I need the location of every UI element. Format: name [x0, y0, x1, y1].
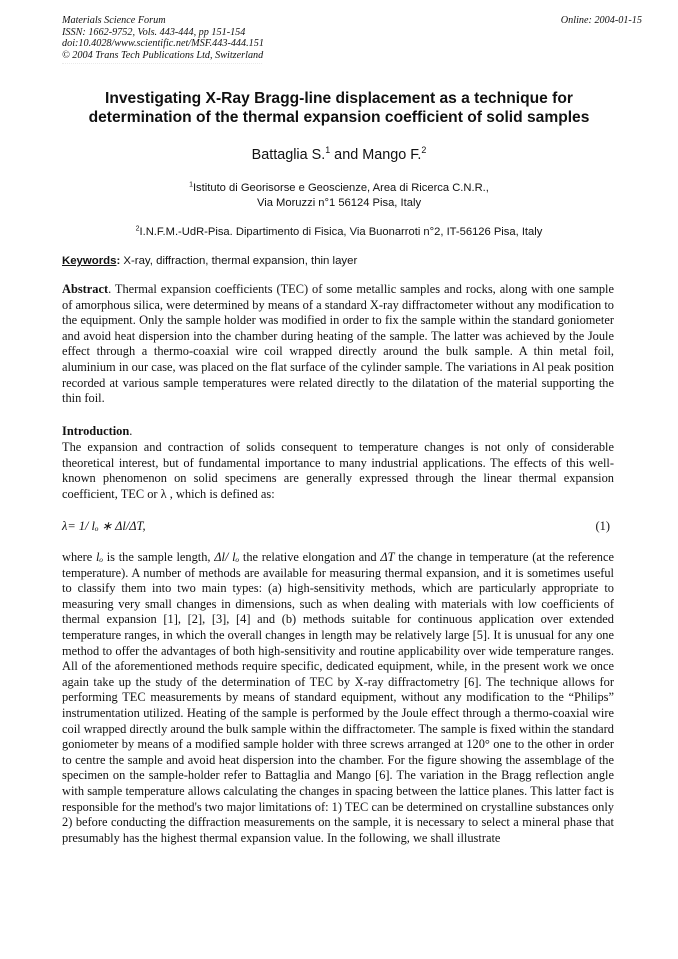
keywords-colon: :: [116, 255, 121, 267]
faint-watermark-line: [62, 63, 262, 67]
symbol-delta-t: ΔT: [380, 550, 395, 564]
copyright-line: © 2004 Trans Tech Publications Ltd, Switzerland: [62, 49, 264, 61]
author-1: Battaglia S.: [251, 147, 326, 163]
authors: [0, 146, 678, 164]
affiliation-1-line-2: Via Moruzzi n°1 56124 Pisa, Italy: [256, 196, 422, 209]
para2-text-d: the change in temperature (at the reference temperature). A number of methods are available for measuring thermal expansion, and it is sometimes useful to classify them into two main types: (a) high-sensitivity methods, which are particularly appropriate to measuring very small changes in dimensions, such as when dealing with materials with low coefficients of thermal expansion [1], [2], [3], [4] and (b) methods suitable for continuous application over extended temperature ranges, in which the overall changes in length may be relatively large [5]. It is unusual for any one method to offer the advantages of both high-sensitivity and routine applicability over wide temperature ranges. All of the aforementioned methods require specific, dedicated equipment, while, in the present work we once again take up the study of the determination of TEC by X-ray diffractometry [6]. The technique allows for performing TEC measurements by means of standard equipment, without any modification to the “Philips” instrumentation utilized. Heating of the sample is performed by the Joule effect through a thermo-coaxial wire coil wrapped directly around the bulk sample within the diffractometer. The sample is fixed within the standard goniometer by means of a modified sample holder with three screws arranged at 120° one to the other in order to centre the sample and avoid heat dispersion into the chamber. For the figure showing the assemblage of the specimen on the sample-holder refer to Battaglia and Mango [6]. The variation in the Bragg reflection angle with sample temperature allows calculating the changes in spacing between the lattice planes. This latter fact is responsible for the method's two major limitations of: 1) TEC can be determined on crystalline substances only 2) before conducting the diffraction measurements on the sample, it is necessary to select a mineral phase that presumably has the highest thermal expansion value. In the following, we shall illustrate: [62, 550, 614, 845]
journal-header: [62, 15, 264, 61]
affiliation-2-sup: 2: [135, 225, 140, 233]
journal-name: Materials Science Forum: [62, 15, 166, 26]
affiliation-1: [0, 181, 678, 210]
introduction-heading: Introduction: [62, 424, 130, 438]
issn-line: ISSN: 1662-9752, Vols. 443-444, pp 151-154: [62, 26, 246, 38]
abstract-label: Abstract: [62, 282, 109, 296]
symbol-lo: lₒ: [96, 550, 103, 564]
para2-text-c: the relative elongation and: [239, 550, 381, 564]
keywords-label: Keywords: [62, 255, 117, 267]
para2-text-a: where: [62, 550, 97, 564]
affiliation-1-sup: 1: [189, 181, 193, 189]
paper-title: [40, 89, 638, 127]
author-2-sup: 2: [421, 145, 427, 156]
equation-expression: λ= 1/ lₒ ∗ Δl/ΔT,: [62, 519, 146, 533]
introduction-paragraph-1: The expansion and contraction of solids consequent to temperature changes is not only of considerable theoretical interest, but of fundamental importance to many industrial applications. The effects of this well-known phenomenon on solid specimens are generally expressed through the linear thermal expansion coefficient, TEC or λ , which is defined as:: [62, 440, 614, 501]
doi-line[interactable]: doi:10.4028/www.scientific.net/MSF.443-444.151: [62, 38, 264, 50]
title-line-2: determination of the thermal expansion coefficient of solid samples: [88, 109, 590, 126]
introduction-paragraph-2: [62, 550, 614, 846]
author-2: Mango F.: [362, 147, 422, 163]
equation-1: [62, 519, 614, 535]
affiliation-1-line-1: Istituto di Georisorse e Geoscienze, Area di Ricerca C.N.R.,: [192, 182, 489, 194]
affiliation-2: [0, 225, 678, 240]
author-1-sup: 1: [325, 145, 331, 156]
introduction-heading-dot: .: [129, 424, 133, 438]
keywords-text: X-ray, diffraction, thermal expansion, thin layer: [120, 255, 358, 267]
abstract: [62, 282, 614, 407]
section-heading-introduction: [62, 424, 132, 440]
affiliation-2-line-1: I.N.F.M.-UdR-Pisa. Dipartimento di Fisica, Via Buonarroti n°2, IT-56126 Pisa, Italy: [139, 226, 543, 238]
equation-number: (1): [595, 519, 610, 533]
author-conjunction: and: [330, 147, 363, 163]
keywords: [62, 254, 357, 268]
abstract-text: . Thermal expansion coefficients (TEC) of some metallic samples and rocks, along with one sample of amorphous silica, were determined by means of a standard X-ray diffractometer without any modification to the equipment. Only the sample holder was modified in order to fix the sample within the standard goniometer and avoid heat dispersion into the chamber during heating of the sample. The latter was achieved by the Joule effect through a thermo-coaxial wire coil wrapped directly around the bulk sample. A thin metal foil, aluminium in our case, was placed on the flat surface of the cylinder sample. The variations in Al peak position recorded at various sample temperatures were related directly to the dilatation of the material supporting the thin foil.: [62, 282, 614, 406]
symbol-relative-elongation: Δl/ lₒ: [214, 550, 240, 564]
para2-text-b: is the sample length,: [103, 550, 215, 564]
title-line-1: Investigating X-Ray Bragg-line displacement as a technique for: [105, 90, 573, 107]
online-date: Online: 2004-01-15: [560, 15, 642, 26]
